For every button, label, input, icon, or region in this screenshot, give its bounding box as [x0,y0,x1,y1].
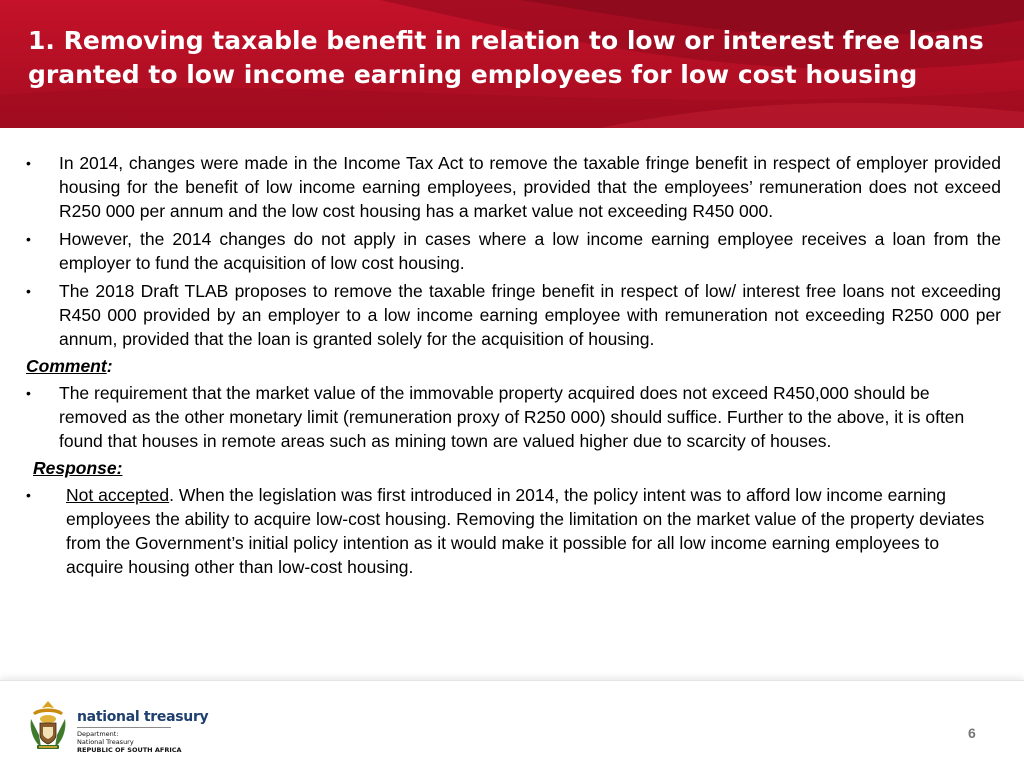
department-name: National Treasury [77,738,134,746]
page-title: 1. Removing taxable benefit in relation to low or interest free loans granted to low income earning employees for low cost housing [28,26,984,89]
coat-of-arms-icon [27,699,69,751]
response-text: . When the legislation was first introduced in 2014, the policy intent was to afford low income earning employees the ability to acquire low-cost housing. Removing the limitation on the market value of the property deviates from the Government’s initial policy intention as it would make it possible for all low income earning employees to acquire housing other than low-cost housing. [66,485,985,577]
response-body [66,483,1001,579]
department-line: Department: [77,730,119,738]
list-item [26,483,1001,579]
list-item [26,381,1001,453]
bullet-text: However, the 2014 changes do not apply in cases where a low income earning employee receives a loan from the employer to fund the acquisition of low cost housing. [59,229,1001,273]
brand-name: national treasury [77,709,209,725]
bullet-icon: • [26,231,31,247]
comment-text: The requirement that the market value of the immovable property acquired does not exceed R450,000 should be removed as the other monetary limit (remuneration proxy of R250 000) should suffice. Further to the above, it is often found that houses in remote areas such as mining town are valued higher due to scarcity of houses. [59,383,965,451]
bullet-icon: • [26,155,31,171]
country-name: REPUBLIC OF SOUTH AFRICA [77,746,182,754]
bullet-text: The 2018 Draft TLAB proposes to remove the taxable fringe benefit in respect of low/ interest free loans not exceeding R450 000 provided by an employer to a low income earning employee with remuneration not exceeding R250 000 per annum, provided that the loan is granted solely for the acquisition of housing. [59,281,1001,349]
slide-body [26,151,1001,579]
header-banner [0,0,1024,128]
bullet-text: In 2014, changes were made in the Income Tax Act to remove the taxable fringe benefit in respect of employer provided housing for the benefit of low income earning employees, provided that the employees’ remuneration does not exceed R250 000 per annum and the low cost housing has a market value not exceeding R450 000. [59,153,1001,221]
response-label: Response: [33,458,123,478]
comment-colon: : [106,356,113,376]
page-number: 6 [968,725,976,741]
list-item [26,279,1001,351]
comment-heading [26,354,1001,378]
list-item [26,151,1001,223]
list-item [26,227,1001,275]
response-heading [26,456,1001,480]
comment-label: Comment [26,356,107,376]
footer [0,680,1024,769]
bullet-icon: • [26,385,31,401]
brand-divider [77,727,171,728]
bullet-icon: • [26,487,31,503]
response-verdict: Not accepted [66,485,170,505]
bullet-icon: • [26,283,31,299]
treasury-logo [77,709,208,754]
